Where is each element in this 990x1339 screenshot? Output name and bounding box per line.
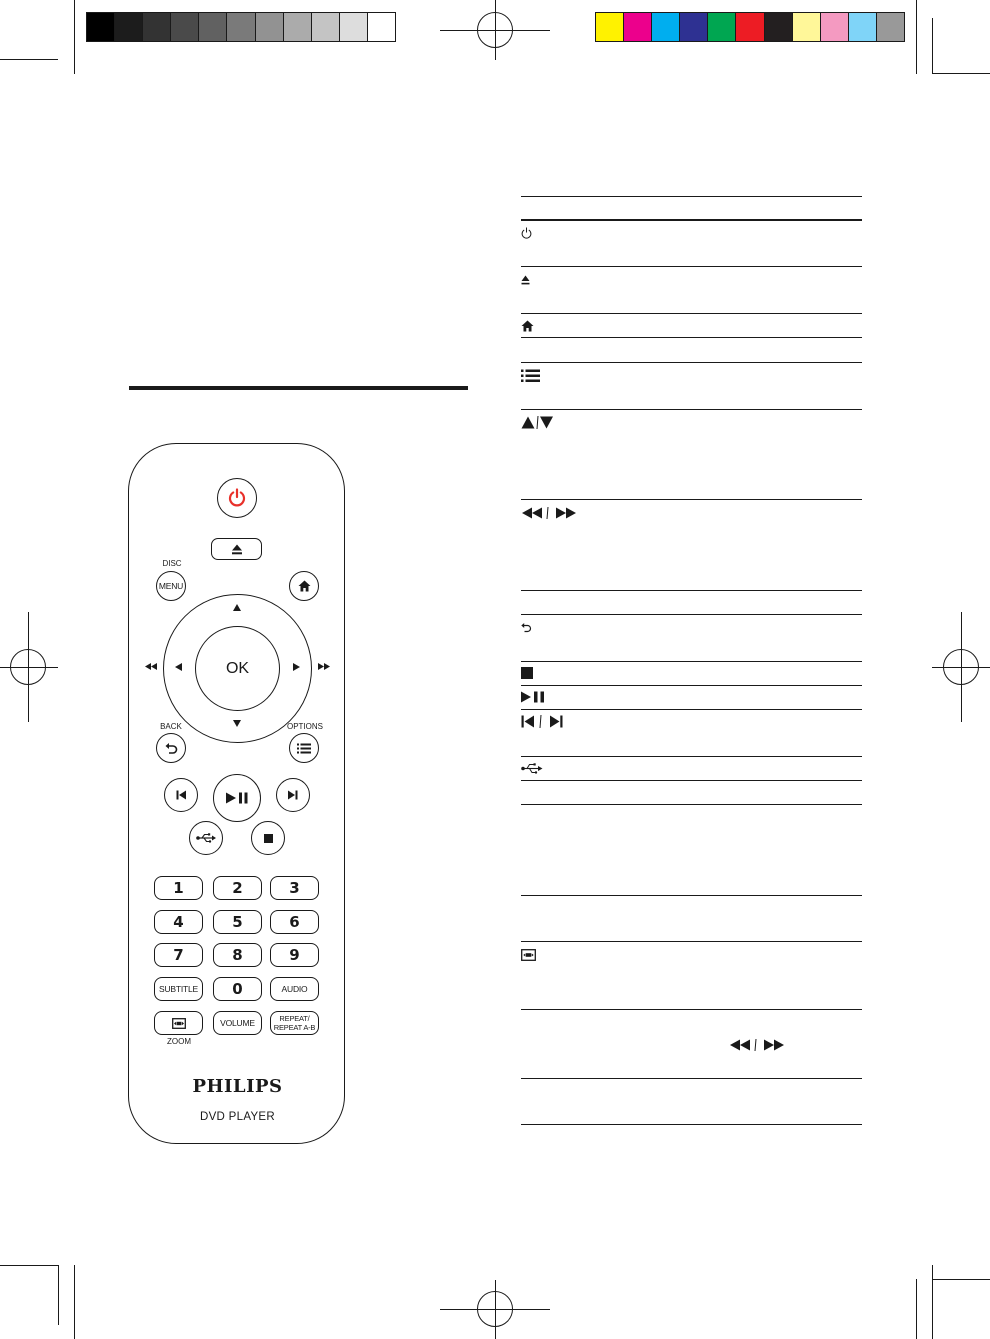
nav-left-icon[interactable]: [175, 663, 182, 671]
audio-button[interactable]: [270, 977, 319, 1001]
crop-mark: [932, 1265, 933, 1339]
gray-swatch: [368, 13, 395, 41]
key-4[interactable]: [154, 910, 203, 934]
power-button[interactable]: [217, 478, 257, 518]
color-swatch: [736, 13, 764, 41]
crop-mark: [932, 18, 933, 74]
home-button[interactable]: [289, 571, 319, 601]
table-row-rule: [521, 804, 862, 805]
table-header-rule: [521, 219, 862, 221]
rewind-forward-inline-icon: [729, 1039, 787, 1051]
usb-icon: [196, 833, 216, 843]
home-icon: [521, 320, 534, 332]
zoom-icon: [172, 1018, 186, 1029]
color-swatch: [596, 13, 624, 41]
color-swatch: [877, 13, 904, 41]
ok-button[interactable]: [195, 626, 280, 711]
nav-down-icon[interactable]: [233, 720, 241, 727]
key-label: 0: [232, 980, 243, 998]
key-label: 8: [232, 946, 243, 964]
crop-mark: [74, 0, 75, 74]
back-label: BACK: [160, 722, 182, 731]
play-pause-button[interactable]: [213, 774, 261, 822]
audio-label: AUDIO: [281, 984, 308, 994]
table-row-rule: [521, 661, 862, 662]
repeat-label-line2: REPEAT A-B: [273, 1023, 316, 1032]
color-swatch: [652, 13, 680, 41]
disc-label: DISC: [162, 559, 182, 568]
previous-next-icon: [521, 715, 565, 728]
power-icon: [521, 227, 532, 239]
next-icon: [288, 790, 298, 800]
power-icon: [226, 487, 248, 509]
key-label: 7: [173, 946, 184, 964]
gray-swatch: [143, 13, 171, 41]
previous-icon: [176, 790, 186, 800]
color-swatch: [821, 13, 849, 41]
stop-button[interactable]: [251, 821, 285, 855]
repeat-button[interactable]: [270, 1011, 319, 1035]
key-label: 4: [173, 913, 184, 931]
next-button[interactable]: [276, 778, 310, 812]
volume-label: VOLUME: [220, 1018, 255, 1028]
table-row-rule: [521, 895, 862, 896]
key-label: 1: [173, 879, 184, 897]
gray-swatch: [256, 13, 284, 41]
gray-swatch: [115, 13, 143, 41]
crop-mark: [932, 73, 990, 74]
eject-button[interactable]: [211, 538, 262, 560]
key-2[interactable]: [213, 876, 262, 900]
subtitle-button[interactable]: [154, 977, 203, 1001]
gray-swatch: [171, 13, 199, 41]
options-button[interactable]: [289, 733, 319, 763]
rewind-icon[interactable]: [145, 663, 157, 670]
key-3[interactable]: [270, 876, 319, 900]
key-0[interactable]: [213, 977, 262, 1001]
brand-logo: PHILIPS: [192, 1076, 283, 1097]
key-label: 3: [289, 879, 300, 897]
key-label: 6: [289, 913, 300, 931]
rewind-forward-icon: [521, 507, 579, 519]
stop-icon: [521, 667, 533, 679]
model-label: DVD PLAYER: [199, 1111, 275, 1123]
crop-mark: [58, 1265, 59, 1325]
play-pause-icon: [226, 792, 248, 804]
zoom-icon: [521, 949, 536, 961]
table-row-rule: [521, 313, 862, 314]
color-swatch: [624, 13, 652, 41]
color-swatch: [849, 13, 877, 41]
key-8[interactable]: [213, 943, 262, 967]
gray-swatch: [312, 13, 340, 41]
nav-right-icon[interactable]: [293, 663, 300, 671]
fast-forward-icon[interactable]: [318, 663, 330, 670]
disc-menu-label: MENU: [158, 581, 184, 591]
crop-mark: [0, 59, 58, 60]
key-1[interactable]: [154, 876, 203, 900]
key-label: 9: [289, 946, 300, 964]
table-row-rule: [521, 756, 862, 757]
back-icon: [165, 742, 178, 754]
eject-icon: [521, 275, 530, 285]
color-calibration-bar: [595, 12, 905, 42]
table-row-rule: [521, 685, 862, 686]
volume-button[interactable]: [213, 1011, 262, 1035]
grayscale-calibration-bar: [86, 12, 396, 42]
table-bottom-rule: [521, 1124, 862, 1125]
table-row-rule: [521, 1009, 862, 1010]
crop-mark: [916, 0, 917, 74]
table-row-rule: [521, 337, 862, 338]
up-down-arrows-icon: [521, 416, 554, 429]
eject-icon: [231, 544, 243, 555]
table-row-rule: [521, 941, 862, 942]
color-swatch: [680, 13, 708, 41]
back-icon: [521, 622, 532, 633]
gray-swatch: [199, 13, 227, 41]
key-5[interactable]: [213, 910, 262, 934]
play-pause-icon: [521, 691, 545, 703]
gray-swatch: [340, 13, 368, 41]
back-button[interactable]: [156, 733, 186, 763]
table-row-rule: [521, 409, 862, 410]
previous-button[interactable]: [164, 778, 198, 812]
zoom-button[interactable]: [154, 1011, 203, 1035]
table-row-rule: [521, 709, 862, 710]
section-heading-rule: [129, 386, 468, 390]
crop-mark: [932, 1279, 990, 1280]
table-row-rule: [521, 499, 862, 500]
table-top-rule: [521, 196, 862, 197]
table-row-rule: [521, 1078, 862, 1079]
gray-swatch: [227, 13, 255, 41]
home-icon: [298, 580, 311, 592]
color-swatch: [765, 13, 793, 41]
usb-icon: [521, 763, 543, 774]
key-9[interactable]: [270, 943, 319, 967]
options-list-icon: [521, 369, 540, 383]
crop-mark: [74, 1265, 75, 1339]
table-row-rule: [521, 266, 862, 267]
key-label: 2: [232, 879, 243, 897]
color-swatch: [708, 13, 736, 41]
disc-menu-button[interactable]: [156, 571, 186, 601]
options-list-icon: [297, 743, 311, 754]
stop-icon: [264, 834, 273, 843]
key-label: 5: [232, 913, 243, 931]
nav-up-icon[interactable]: [233, 604, 241, 611]
repeat-label-line1: REPEAT/: [279, 1014, 310, 1023]
zoom-label: ZOOM: [167, 1037, 191, 1046]
gray-swatch: [87, 13, 115, 41]
crop-mark: [916, 1279, 917, 1339]
subtitle-label: SUBTITLE: [158, 984, 199, 994]
ok-label: OK: [225, 659, 250, 677]
remote-control-illustration: [128, 443, 345, 1144]
gray-swatch: [284, 13, 312, 41]
usb-button[interactable]: [189, 821, 223, 855]
table-row-rule: [521, 362, 862, 363]
table-row-rule: [521, 590, 862, 591]
key-6[interactable]: [270, 910, 319, 934]
options-label: OPTIONS: [286, 722, 323, 731]
key-7[interactable]: [154, 943, 203, 967]
color-swatch: [793, 13, 821, 41]
table-row-rule: [521, 780, 862, 781]
table-row-rule: [521, 614, 862, 615]
crop-mark: [0, 1265, 58, 1266]
